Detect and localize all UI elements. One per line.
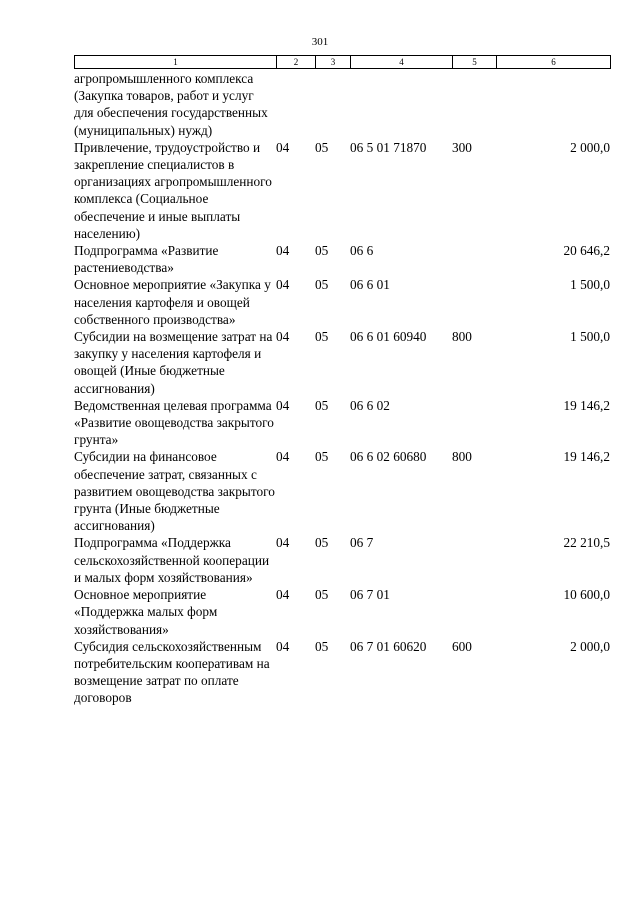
table-row — [74, 139, 610, 242]
row-expense-type: 600 — [452, 638, 472, 654]
row-expense-type — [452, 70, 496, 139]
row-expense-type — [452, 586, 496, 638]
row-target-article: 06 6 02 60680 — [350, 449, 427, 465]
row-section: 04 — [276, 449, 290, 465]
row-expense-type — [452, 242, 496, 276]
row-section: 04 — [276, 535, 290, 551]
header-col-5: 5 — [453, 56, 497, 69]
row-amount: 22 210,5 — [563, 535, 610, 551]
row-amount: 2 000,0 — [570, 638, 610, 654]
row-section: 04 — [276, 329, 290, 345]
row-amount: 2 000,0 — [570, 139, 610, 155]
header-col-4: 4 — [351, 56, 453, 69]
table-row — [74, 397, 610, 449]
row-name: агропромышленного комплекса (Закупка товаров, работ и услуг для обеспечения государственных (муниципальных) нужд) — [74, 71, 268, 138]
table-row — [74, 638, 610, 707]
row-name: Ведомственная целевая программа «Развитие овощеводства закрытого грунта» — [74, 397, 274, 448]
row-target-article: 06 7 — [350, 535, 374, 551]
row-subsection: 05 — [315, 587, 329, 603]
row-section — [276, 70, 315, 139]
table-row — [74, 328, 610, 397]
row-amount: 19 146,2 — [563, 449, 610, 465]
row-target-article: 06 6 02 — [350, 397, 390, 413]
row-target-article: 06 6 01 60940 — [350, 329, 427, 345]
row-section: 04 — [276, 139, 290, 155]
row-subsection: 05 — [315, 277, 329, 293]
header-col-3: 3 — [316, 56, 351, 69]
row-name: Основное мероприятие «Поддержка малых форм хозяйствования» — [74, 587, 218, 637]
row-section: 04 — [276, 638, 290, 654]
row-name: Субсидия сельскохозяйственным потребительским кооперативам на возмещение затрат по оплате договоров — [74, 638, 270, 706]
table-row — [74, 448, 610, 534]
row-name: Субсидии на финансовое обеспечение затрат, связанных с развитием овощеводства закрытого грунта (Иные бюджетные ассигнования) — [74, 449, 275, 534]
row-subsection: 05 — [315, 397, 329, 413]
row-expense-type: 800 — [452, 449, 472, 465]
header-col-1: 1 — [75, 56, 277, 69]
row-subsection: 05 — [315, 139, 329, 155]
row-amount — [496, 70, 610, 139]
row-subsection: 05 — [315, 449, 329, 465]
row-expense-type — [452, 276, 496, 328]
table-row — [74, 70, 610, 139]
row-expense-type: 800 — [452, 329, 472, 345]
row-name: Привлечение, трудоустройство и закрепление специалистов в организациях агропромышленного комплекса (Социальное обеспечение и иные выплаты населению) — [74, 139, 272, 241]
row-target-article: 06 7 01 — [350, 587, 390, 603]
budget-table — [74, 70, 610, 707]
row-target-article: 06 5 01 71870 — [350, 139, 427, 155]
row-name: Подпрограмма «Поддержка сельскохозяйственной кооперации и малых форм хозяйствования» — [74, 535, 270, 585]
row-amount: 20 646,2 — [563, 243, 610, 259]
row-target-article: 06 6 — [350, 243, 374, 259]
row-name: Основное мероприятие «Закупка у населения картофеля и овощей собственного производства» — [74, 277, 271, 327]
row-name: Субсидии на возмещение затрат на закупку у населения картофеля и овощей (Иные бюджетные ассигнования) — [74, 329, 273, 396]
row-amount: 1 500,0 — [570, 329, 610, 345]
row-amount: 19 146,2 — [563, 397, 610, 413]
row-subsection: 05 — [315, 535, 329, 551]
row-section: 04 — [276, 587, 290, 603]
row-name: Подпрограмма «Развитие растениеводства» — [74, 243, 219, 276]
column-number-header — [74, 55, 611, 69]
table-row — [74, 586, 610, 638]
row-section: 04 — [276, 397, 290, 413]
page-number: 301 — [311, 36, 329, 48]
table-row — [74, 276, 610, 328]
table-row — [74, 242, 610, 276]
row-subsection — [315, 70, 350, 139]
header-col-6: 6 — [497, 56, 611, 69]
row-subsection: 05 — [315, 638, 329, 654]
table-row — [74, 534, 610, 586]
row-subsection: 05 — [315, 329, 329, 345]
row-expense-type: 300 — [452, 139, 472, 155]
row-target-article — [350, 70, 452, 139]
row-target-article: 06 6 01 — [350, 277, 390, 293]
row-section: 04 — [276, 277, 290, 293]
row-expense-type — [452, 534, 496, 586]
row-section: 04 — [276, 243, 290, 259]
row-subsection: 05 — [315, 243, 329, 259]
row-amount: 10 600,0 — [563, 587, 610, 603]
row-expense-type — [452, 397, 496, 449]
row-amount: 1 500,0 — [570, 277, 610, 293]
row-target-article: 06 7 01 60620 — [350, 638, 427, 654]
header-col-2: 2 — [277, 56, 316, 69]
